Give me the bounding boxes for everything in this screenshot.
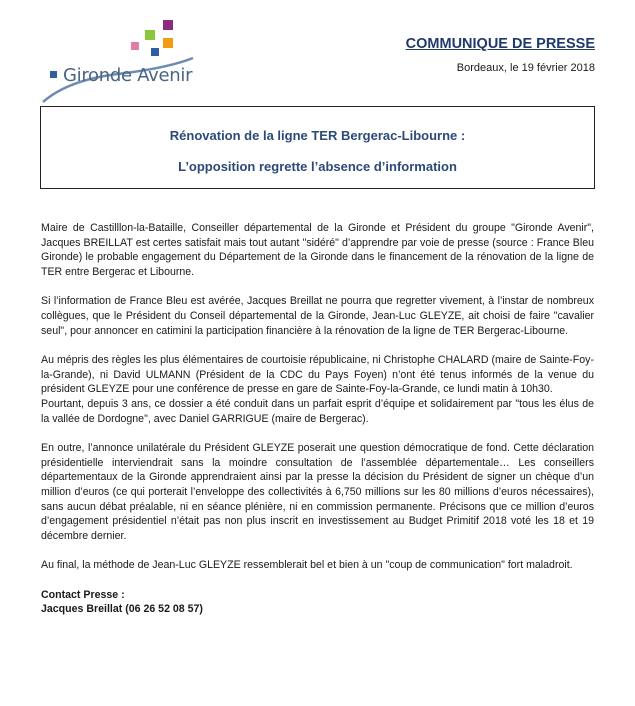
paragraph-3: Au mépris des règles les plus élémentaires de courtoisie républicaine, ni Christophe CHALARD (maire de Sainte-Foy-la-Grande), ni David ULMANN (Président de la CDC du Pays Foyen) n’ont été tenus informés de la venue du président GLEYZE pour une conférence de presse en gare de Sainte-Foy-la-Grande, ce lundi matin à 10h30. bbox=[41, 354, 594, 396]
contact-block bbox=[41, 588, 594, 617]
gironde-avenir-logo bbox=[33, 18, 203, 113]
contact-person: Jacques Breillat (06 26 52 08 57) bbox=[41, 603, 203, 616]
paragraph-2: Si l’information de France Bleu est avérée, Jacques Breillat ne pourra que regretter vivement, à l’instar de nombreux collègues, que le Président du Conseil départemental de la Gironde, Jean-Luc GLEYZE, ait choisi de faire "cavalier seul", pour annoncer en catimini la participation financière à la rénovation de la ligne de TER Bergerac-Libourne. bbox=[41, 295, 594, 337]
press-release-title: COMMUNIQUE DE PRESSE bbox=[405, 36, 595, 52]
dateline: Bordeaux, le 19 février 2018 bbox=[456, 62, 595, 74]
paragraph-6: Au final, la méthode de Jean-Luc GLEYZE ressemblerait bel et bien à un "coup de communication" fort maladroit. bbox=[41, 559, 573, 572]
logo-text: Gironde Avenir bbox=[63, 65, 193, 86]
contact-label: Contact Presse : bbox=[41, 588, 125, 601]
headline-line-2: L’opposition regrette l’absence d’information bbox=[178, 159, 457, 174]
paragraph-4: Pourtant, depuis 3 ans, ce dossier a été conduit dans un parfait esprit d’équipe et solidairement par "tous les élus de la vallée de Dordogne", avec Daniel GARRIGUE (maire de Bergerac). bbox=[41, 397, 594, 425]
paragraph-5: En outre, l’annonce unilatérale du Président GLEYZE poserait une question démocratique de fond. Cette déclaration présidentielle interviendrait sans la moindre consultation de l’assemblée départementale… Les conseillers départementaux de la Gironde apprendraient ainsi par la presse la décision du Président de signer un chèque d’un million d’euros (ce qui porterait l’enveloppe des collectivités à 6,750 millions sur les 80 millions d’euros nécessaires), sans aucun débat préalable, ni en séance plénière, ni en commission permanente. Précisons que ce million d’euros d’engagement présidentiel n’était pas non plus inscrit en investissement au Budget Primitif 2018 voté les 18 et 19 décembre dernier. bbox=[41, 442, 594, 542]
press-body bbox=[41, 221, 594, 617]
paragraph-1: Maire de Castilllon-la-Bataille, Conseiller départemental de la Gironde et Président du groupe "Gironde Avenir", Jacques BREILLAT est certes satisfait mais tout autant "sidéré" d’apprendre par voie de presse (source : France Bleu Gironde) le probable engagement du Département de la Gironde dans le financement de la rénovation de la ligne de TER entre Bergerac et Libourne. bbox=[41, 222, 594, 278]
headline-box bbox=[40, 106, 595, 189]
headline-line-1: Rénovation de la ligne TER Bergerac-Libourne : bbox=[169, 128, 466, 143]
